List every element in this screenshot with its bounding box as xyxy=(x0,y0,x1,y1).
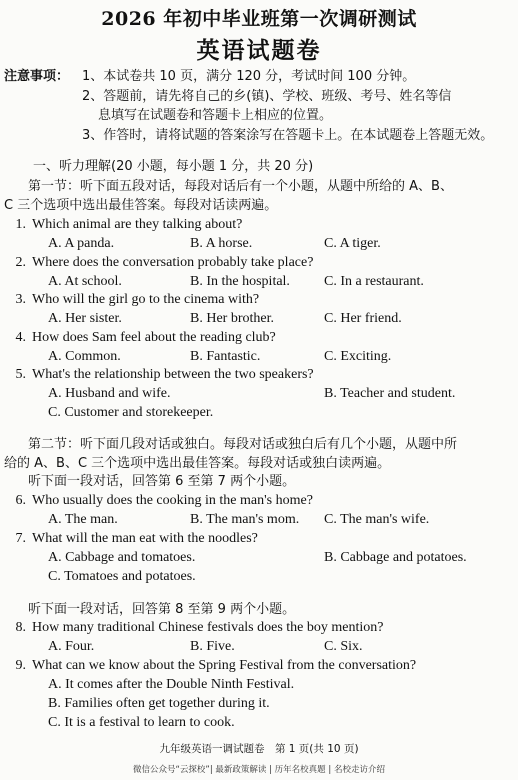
option-c: C. Customer and storekeeper. xyxy=(48,405,214,420)
question-text: Who usually does the cooking in the man's home? xyxy=(32,493,313,508)
option-c: C. Tomatoes and potatoes. xyxy=(48,569,196,584)
notes-item-2-line-1: 2、答题前，请先将自己的乡(镇)、学校、班级、考号、姓名等信 xyxy=(82,89,452,104)
option-a: A. Common. xyxy=(48,349,121,364)
question-text: What's the relationship between the two speakers? xyxy=(32,367,314,382)
option-c: C. The man's wife. xyxy=(324,512,430,527)
option-b: B. Five. xyxy=(190,639,235,654)
section1-instruction-line-2: C 三个选项中选出最佳答案。每段对话读两遍。 xyxy=(4,198,278,213)
option-b: B. In the hospital. xyxy=(190,274,290,289)
question-text: How many traditional Chinese festivals does the boy mention? xyxy=(32,620,384,635)
question-number: 4. xyxy=(15,330,26,345)
question-1 xyxy=(4,218,242,232)
option-a: A. Cabbage and tomatoes. xyxy=(48,550,196,565)
question-4 xyxy=(4,331,276,345)
question-number: 1. xyxy=(15,217,26,232)
question-7 xyxy=(4,532,258,546)
option-b: B. Teacher and student. xyxy=(324,386,456,401)
section2-instruction-line-2: 给的 A、B、C 三个选项中选出最佳答案。每段对话或独白读两遍。 xyxy=(4,456,391,471)
option-b: B. The man's mom. xyxy=(190,512,300,527)
notes-label: 注意事项： xyxy=(4,69,70,84)
option-c: C. It is a festival to learn to cook. xyxy=(48,715,235,730)
option-b: B. A horse. xyxy=(190,236,253,251)
dialog-instruction-6-7: 听下面一段对话，回答第 6 至第 7 两个小题。 xyxy=(28,474,296,489)
section2-instruction-line-1: 第二节：听下面几段对话或独白。每段对话或独白后有几个小题，从题中所 xyxy=(28,437,458,452)
question-number: 9. xyxy=(15,658,26,673)
option-a: A. Four. xyxy=(48,639,95,654)
wechat-banner: 微信公众号“云探校”| 最新政策解读 | 历年名校真题 | 名校走访介绍 xyxy=(133,765,385,775)
option-c: C. Exciting. xyxy=(324,349,392,364)
option-b: B. Families often get together during it. xyxy=(48,696,270,711)
option-a: A. It comes after the Double Ninth Festival. xyxy=(48,677,295,692)
part1-heading: 一、听力理解(20 小题，每小题 1 分，共 20 分) xyxy=(33,159,314,174)
question-text: What will the man eat with the noodles? xyxy=(32,531,258,546)
option-c: C. Six. xyxy=(324,639,363,654)
option-c: C. A tiger. xyxy=(324,236,381,251)
option-b: B. Her brother. xyxy=(190,311,274,326)
notes-item-1: 1、本试卷共 10 页，满分 120 分，考试时间 100 分钟。 xyxy=(82,69,416,84)
dialog-instruction-8-9: 听下面一段对话，回答第 8 至第 9 两个小题。 xyxy=(28,602,296,617)
exam-subtitle: 英语试题卷 xyxy=(196,37,322,64)
option-b: B. Fantastic. xyxy=(190,349,261,364)
question-5 xyxy=(4,368,314,382)
question-text: How does Sam feel about the reading club? xyxy=(32,330,276,345)
question-3 xyxy=(4,293,259,307)
question-text: Which animal are they talking about? xyxy=(32,217,243,232)
page-footer: 九年级英语一调试题卷 第 1 页(共 10 页) xyxy=(159,743,359,755)
question-number: 8. xyxy=(15,620,26,635)
question-text: Where does the conversation probably take place? xyxy=(32,255,314,270)
question-text: Who will the girl go to the cinema with? xyxy=(32,292,260,307)
notes-item-2-line-2: 息填写在试题卷和答题卡上相应的位置。 xyxy=(98,108,333,123)
option-a: A. Her sister. xyxy=(48,311,122,326)
question-2 xyxy=(4,256,313,270)
option-c: C. Her friend. xyxy=(324,311,402,326)
question-number: 7. xyxy=(15,531,26,546)
notes-item-3: 3、作答时，请将试题的答案涂写在答题卡上。在本试题卷上答题无效。 xyxy=(82,128,494,143)
option-a: A. Husband and wife. xyxy=(48,386,171,401)
question-9 xyxy=(4,659,416,673)
question-number: 5. xyxy=(15,367,26,382)
question-text: What can we know about the Spring Festival from the conversation? xyxy=(32,658,417,673)
option-a: A. The man. xyxy=(48,512,118,527)
option-a: A. A panda. xyxy=(48,236,115,251)
option-a: A. At school. xyxy=(48,274,122,289)
section1-instruction-line-1: 第一节：听下面五段对话，每段对话后有一个小题，从题中所给的 A、B、 xyxy=(28,179,453,194)
question-number: 2. xyxy=(15,255,26,270)
question-number: 6. xyxy=(15,493,26,508)
option-b: B. Cabbage and potatoes. xyxy=(324,550,467,565)
question-6 xyxy=(4,494,313,508)
question-8 xyxy=(4,621,383,635)
option-c: C. In a restaurant. xyxy=(324,274,424,289)
question-number: 3. xyxy=(15,292,26,307)
exam-title: 2026 年初中毕业班第一次调研测试 xyxy=(101,8,417,30)
